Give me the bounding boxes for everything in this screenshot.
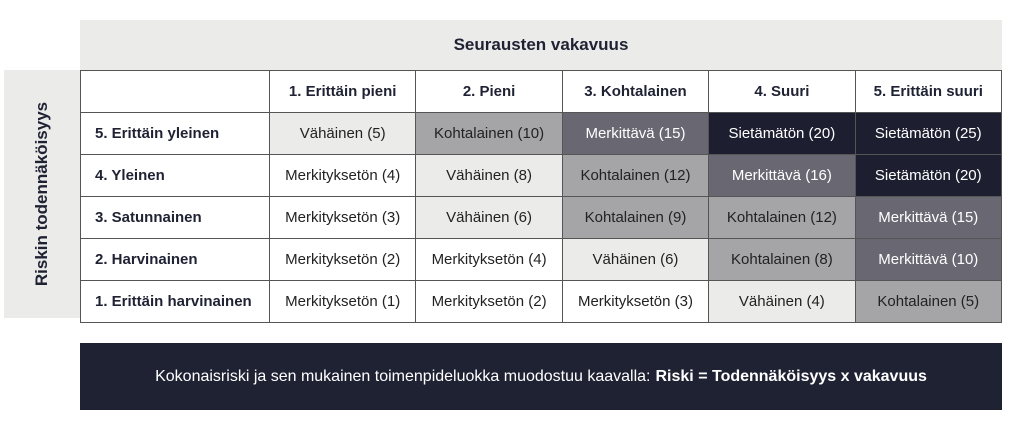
risk-cell: Sietämätön (20) [709,113,855,155]
risk-cell: Merkittävä (15) [855,197,1001,239]
matrix-row [81,155,1002,197]
risk-cell: Vähäinen (6) [416,197,562,239]
row-header: 5. Erittäin yleinen [81,113,270,155]
column-header: 2. Pieni [416,71,562,113]
y-axis-title: Riskin todennäköisyys [32,101,51,287]
risk-cell: Merkityksetön (4) [416,239,562,281]
risk-cell: Kohtalainen (10) [416,113,562,155]
risk-cell: Merkityksetön (2) [416,281,562,323]
formula-text: Riski = Todennäköisyys x vakavuus [655,367,927,385]
row-header: 3. Satunnainen [81,197,270,239]
risk-cell: Merkittävä (15) [562,113,708,155]
column-header-row [81,71,1002,113]
matrix-row [81,113,1002,155]
risk-cell: Vähäinen (8) [416,155,562,197]
risk-cell: Sietämätön (25) [855,113,1001,155]
risk-cell: Merkityksetön (4) [270,155,416,197]
risk-cell: Merkittävä (16) [709,155,855,197]
row-header: 2. Harvinainen [81,239,270,281]
risk-cell: Merkityksetön (1) [270,281,416,323]
risk-cell: Sietämätön (20) [855,155,1001,197]
row-header: 1. Erittäin harvinainen [81,281,270,323]
corner-cell [81,71,270,113]
x-axis-title: Seurausten vakavuus [453,35,629,54]
row-header: 4. Yleinen [81,155,270,197]
risk-matrix [80,70,1002,323]
risk-cell: Vähäinen (5) [270,113,416,155]
risk-cell: Vähäinen (4) [709,281,855,323]
risk-cell: Kohtalainen (12) [709,197,855,239]
risk-cell: Kohtalainen (5) [855,281,1001,323]
risk-cell: Kohtalainen (8) [709,239,855,281]
matrix-row [81,281,1002,323]
risk-cell: Merkityksetön (3) [562,281,708,323]
formula-intro-text: Kokonaisriski ja sen mukainen toimenpideluokka muodostuu kaavalla: [155,367,651,385]
risk-cell: Kohtalainen (12) [562,155,708,197]
column-header: 5. Erittäin suuri [855,71,1001,113]
column-header: 4. Suuri [709,71,855,113]
matrix-row [81,197,1002,239]
risk-cell: Merkityksetön (2) [270,239,416,281]
risk-cell: Kohtalainen (9) [562,197,708,239]
formula-banner [80,343,1002,410]
column-header: 3. Kohtalainen [562,71,708,113]
column-header: 1. Erittäin pieni [270,71,416,113]
risk-cell: Merkityksetön (3) [270,197,416,239]
matrix-row [81,239,1002,281]
risk-cell: Merkittävä (10) [855,239,1001,281]
risk-cell: Vähäinen (6) [562,239,708,281]
